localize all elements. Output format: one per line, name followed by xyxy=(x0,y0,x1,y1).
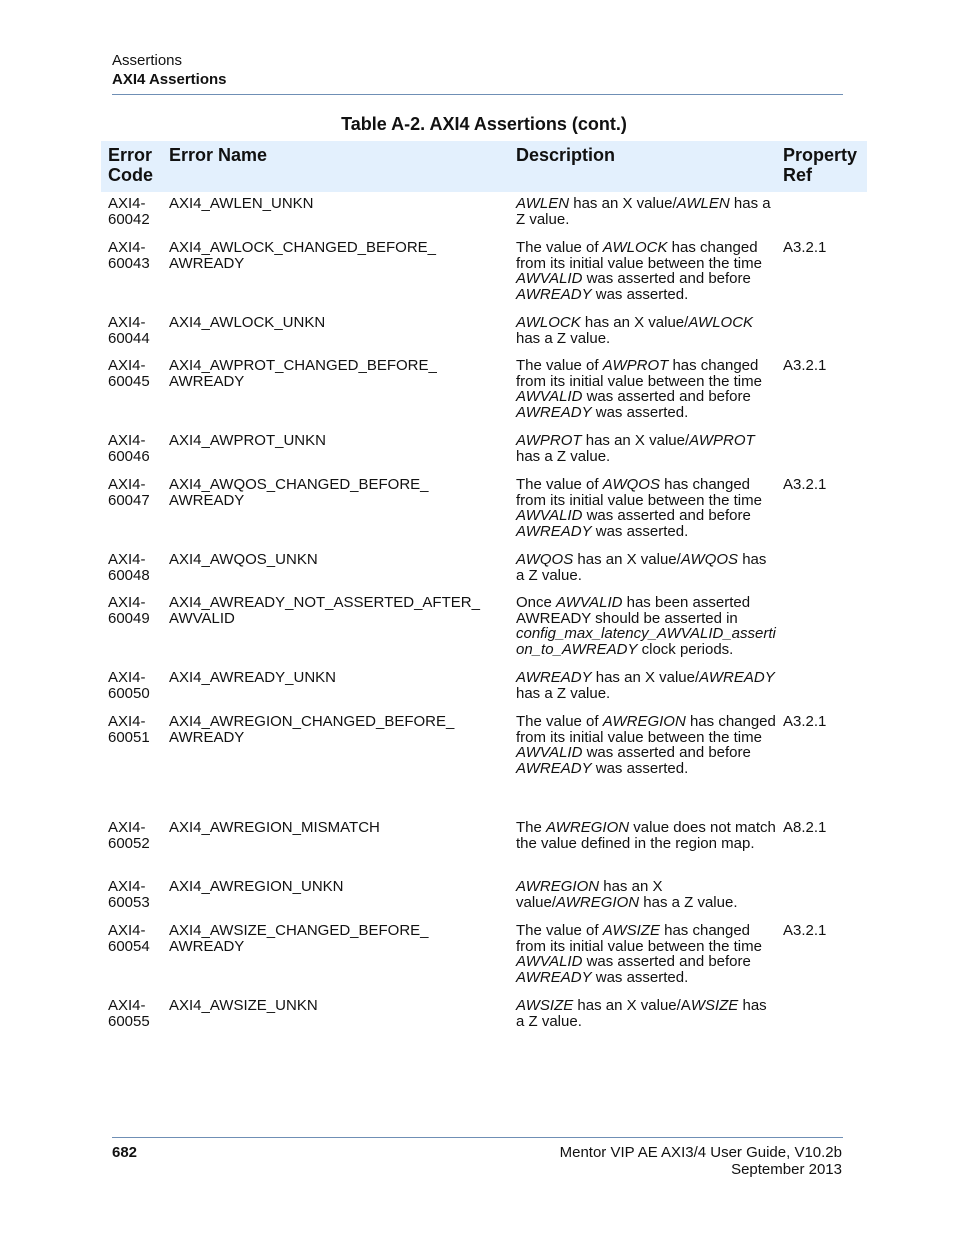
error-code-line: 60054 xyxy=(108,937,150,955)
error-code-cell xyxy=(108,433,164,464)
property-ref-cell: A3.2.1 xyxy=(783,713,827,730)
description-signal-name: AWSIZE xyxy=(516,997,574,1014)
error-name-cell xyxy=(169,358,509,389)
description-signal-name: AWQOS xyxy=(680,551,739,568)
error-code-cell xyxy=(108,240,164,271)
error-code-line: AXI4- xyxy=(108,476,146,493)
description-cell xyxy=(516,879,776,910)
description-text: was asserted. xyxy=(591,404,689,422)
table-header xyxy=(101,141,867,192)
description-signal-name: AWREADY xyxy=(516,669,592,686)
description-signal-name: AWREGION xyxy=(546,819,630,836)
description-signal-name: AWVALID xyxy=(516,507,583,525)
description-text: has an X value/A xyxy=(573,997,691,1014)
error-name-line: AXI4_AWQOS_CHANGED_BEFORE_ xyxy=(169,476,429,493)
description-text: has an X value/ xyxy=(581,432,690,449)
description-signal-name: AWLOCK xyxy=(602,239,668,256)
description-text: has changed from its initial value between the time xyxy=(516,713,776,746)
property-ref-cell: A3.2.1 xyxy=(783,476,827,493)
description-signal-name: AWVALID xyxy=(516,744,583,762)
error-code-line: 60055 xyxy=(108,1012,150,1030)
property-ref-cell: A3.2.1 xyxy=(783,922,827,939)
description-text: has an X value/ xyxy=(516,878,663,911)
error-name-line: AWREADY xyxy=(169,728,245,746)
description-cell xyxy=(516,820,776,851)
error-code-cell xyxy=(108,595,164,626)
description-text: was asserted. xyxy=(591,523,689,541)
description-text: has changed from its initial value between the time xyxy=(516,357,762,390)
error-code-cell xyxy=(108,714,164,745)
error-name-line: AWREADY xyxy=(169,491,245,509)
error-name-cell xyxy=(169,820,509,836)
description-text: was asserted. xyxy=(591,760,689,778)
description-signal-name: AWREGION xyxy=(602,713,686,730)
error-code-line: AXI4- xyxy=(108,713,146,730)
description-text: The value of xyxy=(516,922,603,939)
description-text: was asserted and before xyxy=(582,270,751,288)
error-name-cell xyxy=(169,477,509,508)
description-signal-name: AWREADY xyxy=(516,404,592,422)
description-signal-name: AWPROT xyxy=(689,432,755,449)
error-name-cell xyxy=(169,315,509,331)
property-ref-cell: A3.2.1 xyxy=(783,357,827,374)
description-text: has been asserted AWREADY should be asserted in xyxy=(516,594,751,627)
description-text: was asserted. xyxy=(591,969,689,987)
error-name-line: AXI4_AWREGION_MISMATCH xyxy=(169,819,380,836)
column-header-error-code-line1: Error xyxy=(108,145,153,165)
description-text: The xyxy=(516,819,547,836)
error-name-cell xyxy=(169,433,509,449)
description-text: has changed from its initial value between the time xyxy=(516,922,762,955)
error-name-cell xyxy=(169,714,509,745)
description-text: was asserted. xyxy=(591,286,689,304)
error-code-line: 60043 xyxy=(108,254,150,272)
description-signal-name: config_max_latency_AWVALID_assertion_to_AWREADY xyxy=(516,625,776,659)
error-name-cell xyxy=(169,552,509,568)
error-code-line: 60052 xyxy=(108,834,150,852)
description-cell xyxy=(516,196,776,227)
table-title: Table A-2. AXI4 Assertions (cont.) xyxy=(341,114,627,134)
error-code-line: AXI4- xyxy=(108,997,146,1014)
description-signal-name: AWREADY xyxy=(699,669,775,686)
description-text: The value of xyxy=(516,239,603,256)
error-code-line: 60042 xyxy=(108,210,150,228)
description-cell xyxy=(516,315,776,346)
description-cell xyxy=(516,998,776,1029)
description-text: The value of xyxy=(516,476,603,493)
description-text: has changed from its initial value between the time xyxy=(516,239,762,272)
property-ref-cell: A3.2.1 xyxy=(783,239,827,256)
description-signal-name: AWREADY xyxy=(516,286,592,304)
description-text: was asserted and before xyxy=(582,744,751,762)
description-signal-name: AWLOCK xyxy=(516,314,581,331)
error-code-line: AXI4- xyxy=(108,551,146,568)
description-signal-name: AWREGION xyxy=(556,893,640,911)
description-text: has a Z value. xyxy=(516,684,611,702)
description-signal-name: AWPROT xyxy=(516,432,582,449)
error-name-line: AXI4_AWSIZE_UNKN xyxy=(169,997,318,1014)
error-name-line: AXI4_AWLOCK_CHANGED_BEFORE_ xyxy=(169,239,437,256)
column-header-error-code-line2: Code xyxy=(108,165,153,185)
error-name-cell xyxy=(169,670,509,686)
error-name-line: AXI4_AWREGION_CHANGED_BEFORE_ xyxy=(169,713,455,730)
error-code-line: 60049 xyxy=(108,609,150,627)
error-name-cell xyxy=(169,595,509,626)
error-name-cell xyxy=(169,240,509,271)
description-text: was asserted and before xyxy=(582,388,751,406)
description-text: has a Z value. xyxy=(516,329,611,347)
description-text: The value of xyxy=(516,713,603,730)
error-name-cell xyxy=(169,879,509,895)
description-signal-name: AWVALID xyxy=(516,388,583,406)
error-code-cell xyxy=(108,552,164,583)
description-signal-name: AWPROT xyxy=(602,357,669,374)
property-ref-cell: A8.2.1 xyxy=(783,819,827,836)
error-code-line: AXI4- xyxy=(108,669,146,686)
error-code-cell xyxy=(108,998,164,1029)
error-code-line: AXI4- xyxy=(108,432,146,449)
error-code-line: 60051 xyxy=(108,728,150,746)
description-cell xyxy=(516,240,776,303)
description-text: Once xyxy=(516,594,557,611)
error-code-line: AXI4- xyxy=(108,239,146,256)
footer-guide-title: Mentor VIP AE AXI3/4 User Guide, V10.2b xyxy=(559,1144,842,1161)
description-text: has an X value/ xyxy=(569,195,677,212)
description-text: has a Z value. xyxy=(639,893,738,911)
description-text: has an X value/ xyxy=(591,669,700,686)
error-name-line: AXI4_AWPROT_CHANGED_BEFORE_ xyxy=(169,357,437,374)
error-name-line: AWREADY xyxy=(169,372,245,390)
description-text: has a Z value. xyxy=(516,551,767,584)
description-signal-name: AWREADY xyxy=(516,523,592,541)
description-cell xyxy=(516,714,776,777)
error-code-line: 60047 xyxy=(108,491,150,509)
description-signal-name: AWVALID xyxy=(516,953,583,971)
running-header-chapter: AXI4 Assertions xyxy=(112,71,227,88)
description-signal-name: AWLEN xyxy=(516,195,570,212)
error-name-cell xyxy=(169,923,509,954)
error-name-line: AXI4_AWSIZE_CHANGED_BEFORE_ xyxy=(169,922,429,939)
error-code-cell xyxy=(108,923,164,954)
error-code-cell xyxy=(108,879,164,910)
description-text: has a Z value. xyxy=(516,997,767,1030)
column-header-property-ref-line1: Property xyxy=(783,145,858,165)
error-name-line: AXI4_AWREADY_NOT_ASSERTED_AFTER_ xyxy=(169,594,480,611)
error-code-cell xyxy=(108,196,164,227)
running-header-section: Assertions xyxy=(112,52,183,69)
error-name-cell xyxy=(169,196,509,212)
description-text: was asserted and before xyxy=(582,507,751,525)
description-text: has changed from its initial value between the time xyxy=(516,476,762,509)
error-name-line: AXI4_AWREGION_UNKN xyxy=(169,878,344,895)
error-code-line: 60050 xyxy=(108,684,150,702)
error-code-line: 60045 xyxy=(108,372,150,390)
description-signal-name: AWLEN xyxy=(676,195,730,212)
header-divider xyxy=(112,94,843,95)
description-text: has an X value/ xyxy=(573,551,681,568)
description-signal-name: AWLOCK xyxy=(688,314,754,331)
column-header-description: Description xyxy=(516,145,616,165)
error-code-line: AXI4- xyxy=(108,357,146,374)
page-number: 682 xyxy=(112,1144,138,1161)
description-cell xyxy=(516,595,776,658)
error-code-line: AXI4- xyxy=(108,314,146,331)
description-signal-name: AWQOS xyxy=(602,476,660,493)
footer-date: September 2013 xyxy=(731,1161,842,1178)
footer-divider xyxy=(112,1137,843,1138)
description-cell xyxy=(516,477,776,540)
error-code-cell xyxy=(108,358,164,389)
description-cell xyxy=(516,358,776,421)
description-cell xyxy=(516,923,776,986)
description-signal-name: AWQOS xyxy=(516,551,574,568)
description-signal-name: AWSIZE xyxy=(602,922,660,939)
error-code-line: AXI4- xyxy=(108,195,146,212)
error-code-line: AXI4- xyxy=(108,819,146,836)
column-header-error-code xyxy=(108,145,164,185)
description-cell xyxy=(516,670,776,701)
description-signal-name: AWVALID xyxy=(556,594,623,611)
description-text: has a Z value. xyxy=(516,195,771,228)
description-signal-name: WSIZE xyxy=(690,997,739,1014)
description-text: clock periods. xyxy=(637,641,734,659)
error-code-line: 60046 xyxy=(108,447,150,465)
error-code-line: 60053 xyxy=(108,893,150,911)
error-code-line: 60044 xyxy=(108,329,150,347)
error-code-line: AXI4- xyxy=(108,878,146,895)
error-code-cell xyxy=(108,670,164,701)
description-cell xyxy=(516,433,776,464)
column-header-property-ref-line2: Ref xyxy=(783,165,813,185)
error-code-line: 60048 xyxy=(108,566,150,584)
description-text: value does not match the value defined in the region map. xyxy=(516,819,776,852)
description-text: The value of xyxy=(516,357,603,374)
error-name-line: AWREADY xyxy=(169,937,245,955)
error-code-cell xyxy=(108,315,164,346)
error-name-line: AXI4_AWREADY_UNKN xyxy=(169,669,336,686)
error-name-line: AXI4_AWPROT_UNKN xyxy=(169,432,326,449)
description-signal-name: AWREADY xyxy=(516,969,592,987)
description-text: has an X value/ xyxy=(580,314,689,331)
error-code-cell xyxy=(108,477,164,508)
description-text: was asserted and before xyxy=(582,953,751,971)
description-signal-name: AWREADY xyxy=(516,760,592,778)
error-code-cell xyxy=(108,820,164,851)
error-name-line: AXI4_AWLOCK_UNKN xyxy=(169,314,326,331)
column-header-error-name: Error Name xyxy=(169,145,268,165)
column-header-property-ref xyxy=(783,145,863,185)
error-name-line: AWVALID xyxy=(169,609,235,627)
error-code-line: AXI4- xyxy=(108,922,146,939)
description-signal-name: AWREGION xyxy=(516,878,600,895)
error-name-line: AXI4_AWLEN_UNKN xyxy=(169,195,314,212)
description-text: has a Z value. xyxy=(516,447,611,465)
description-signal-name: AWVALID xyxy=(516,270,583,288)
description-cell xyxy=(516,552,776,583)
error-code-line: AXI4- xyxy=(108,594,146,611)
error-name-cell xyxy=(169,998,509,1014)
error-name-line: AWREADY xyxy=(169,254,245,272)
error-name-line: AXI4_AWQOS_UNKN xyxy=(169,551,318,568)
